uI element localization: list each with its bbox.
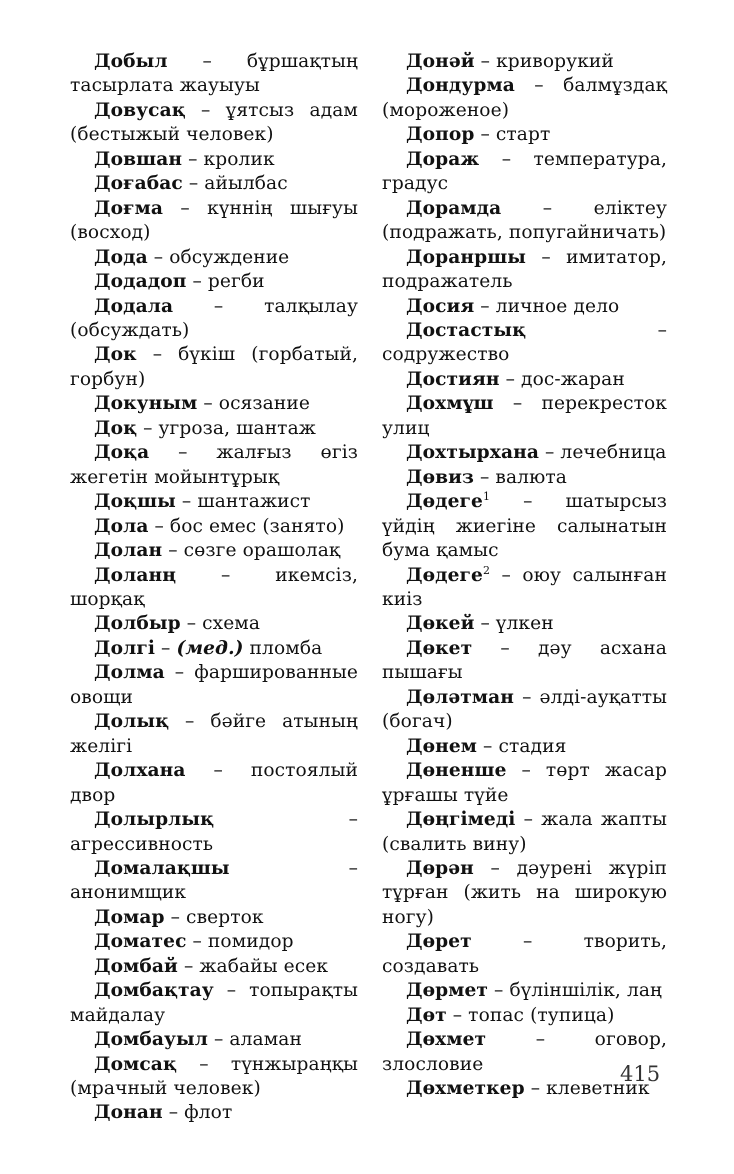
- dictionary-entry: [70, 246, 358, 270]
- headword: Долбыр: [94, 613, 181, 635]
- headword: Домбақтау: [94, 980, 214, 1002]
- definition: – фаршированные овощи: [70, 662, 358, 708]
- dictionary-entry: [382, 197, 667, 246]
- headword: Довшан: [94, 148, 183, 170]
- dictionary-entry: [382, 295, 667, 319]
- definition: – валюта: [474, 466, 567, 488]
- dictionary-entry: [382, 564, 667, 613]
- definition: – температура, градус: [382, 148, 667, 195]
- definition: – оюу салынған киіз: [382, 564, 667, 610]
- headword: Дөкет: [406, 637, 473, 659]
- definition: – дәу асхана пышағы: [382, 637, 667, 684]
- definition: – агрессивность: [70, 809, 358, 855]
- headword: Достастық: [406, 319, 527, 341]
- definition: – творить, создавать: [382, 931, 667, 977]
- definition: – аламан: [208, 1029, 302, 1051]
- dictionary-entry: [382, 466, 667, 490]
- dictionary-entry: [382, 74, 667, 123]
- headword: Дөхмет: [406, 1029, 487, 1051]
- headword: Дөңгімеді: [406, 809, 516, 831]
- headword: Дөт: [406, 1004, 447, 1026]
- headword: Долхана: [94, 760, 186, 782]
- headword: Доғабас: [94, 173, 183, 195]
- headword: Донан: [94, 1102, 163, 1124]
- dictionary-entry: [382, 808, 667, 857]
- dictionary-entry: [70, 295, 358, 344]
- dictionary-entry: [70, 930, 358, 954]
- dictionary-entry: [382, 686, 667, 735]
- headword: Дөвиз: [406, 466, 475, 488]
- definition: – әлді-ауқатты (богач): [382, 686, 667, 733]
- headword: Дохтырхана: [406, 442, 539, 464]
- headword: Домсақ: [94, 1053, 177, 1075]
- definition: – шантажист: [175, 491, 311, 513]
- definition: – төрт жасар ұрғашы түйе: [382, 760, 667, 806]
- definition: – перекресток улиц: [382, 393, 667, 439]
- dictionary-entry: [70, 441, 358, 490]
- dictionary-entry: [70, 197, 358, 246]
- dictionary-entry: [70, 955, 358, 979]
- dictionary-entry: [70, 270, 358, 294]
- dictionary-entry: [70, 808, 358, 857]
- headword: Додадоп: [94, 271, 187, 293]
- headword: Дода: [94, 246, 148, 268]
- homonym-index: 1: [482, 489, 491, 503]
- headword: Долырлық: [94, 809, 215, 831]
- dictionary-entry: [70, 637, 358, 661]
- definition: – бос емес (занято): [148, 515, 345, 537]
- headword: Достиян: [406, 368, 500, 390]
- dictionary-entry: [382, 50, 667, 74]
- dictionary-entry: [70, 857, 358, 906]
- dictionary-entry: [70, 172, 358, 196]
- headword: Дораж: [406, 148, 480, 170]
- definition: – угроза, шантаж: [137, 417, 316, 439]
- headword: Доқ: [94, 417, 138, 439]
- headword: Дөрмет: [406, 980, 489, 1002]
- homonym-index: 2: [482, 563, 491, 577]
- headword: Дөрет: [406, 931, 472, 953]
- right-column: [382, 50, 667, 1101]
- definition: – бұршақтың тасырлата жауыуы: [70, 51, 358, 97]
- definition: – күннің шығуы (восход): [70, 197, 358, 244]
- dictionary-entry: [70, 612, 358, 636]
- definition: – флот: [162, 1102, 233, 1124]
- headword: Доланң: [94, 564, 177, 586]
- dictionary-entry: [70, 392, 358, 416]
- definition: – дос-жаран: [499, 368, 625, 390]
- dictionary-entry: [70, 661, 358, 710]
- headword: Дөненше: [406, 760, 507, 782]
- dictionary-entry: [70, 148, 358, 172]
- dictionary-entry: [382, 930, 667, 979]
- headword: Дөрән: [406, 857, 474, 879]
- dictionary-entry: [382, 392, 667, 441]
- definition: – обсуждение: [147, 246, 290, 268]
- headword: Дөдеге: [406, 491, 483, 513]
- dictionary-entry: [70, 759, 358, 808]
- headword: Доқшы: [94, 491, 176, 513]
- headword: Досия: [406, 295, 475, 317]
- dictionary-entry: [382, 441, 667, 465]
- headword: Донәй: [406, 51, 475, 72]
- dictionary-entry: [70, 1053, 358, 1102]
- headword: Дөләтман: [406, 686, 515, 708]
- definition: – криворукий: [474, 51, 614, 72]
- dictionary-entry: [382, 123, 667, 147]
- headword: Домбай: [94, 955, 178, 977]
- headword: Дондурма: [406, 75, 515, 97]
- dictionary-entry: [70, 50, 358, 99]
- definition: – бүліншілік, лаң: [488, 980, 663, 1002]
- definition: – сверток: [164, 906, 264, 928]
- headword: Домбауыл: [94, 1029, 208, 1051]
- definition: – содружество: [382, 319, 667, 366]
- definition: – оговор, злословие: [382, 1029, 667, 1075]
- definition: – анонимщик: [70, 857, 358, 904]
- definition: – балмұздақ (мороженое): [382, 75, 667, 121]
- definition: – бәйге атының желігі: [70, 711, 358, 757]
- headword: Долан: [94, 540, 163, 562]
- dictionary-entry: [70, 564, 358, 613]
- dictionary-entry: [382, 637, 667, 686]
- definition: – икемсіз, шорқақ: [70, 564, 358, 610]
- dictionary-entry: [70, 490, 358, 514]
- dictionary-entry: [382, 490, 667, 563]
- headword: Док: [94, 344, 137, 366]
- headword: Доқа: [94, 442, 150, 464]
- dictionary-entry: [70, 515, 358, 539]
- definition: –: [155, 637, 177, 659]
- left-column: [70, 50, 358, 1126]
- definition: – регби: [186, 271, 265, 293]
- headword: Домалақшы: [94, 857, 230, 879]
- dictionary-entry: [382, 735, 667, 759]
- dictionary-entry: [70, 417, 358, 441]
- dictionary-entry: [70, 99, 358, 148]
- definition: – кролик: [182, 148, 275, 170]
- dictionary-entry: [382, 319, 667, 368]
- definition: – түнжыраңқы (мрачный человек): [70, 1053, 358, 1100]
- definition: – еліктеу (подражать, попугайничать): [382, 197, 667, 244]
- definition: – дәурені жүріп тұрған (жить на широкую ногу): [382, 857, 667, 928]
- headword: Дөкей: [406, 613, 475, 635]
- page-number: 415: [620, 1062, 661, 1086]
- headword: Дохмұш: [406, 393, 494, 415]
- headword: Дөнем: [406, 735, 478, 757]
- definition: – бүкіш (горбатый, горбун): [70, 344, 358, 390]
- headword: Доранршы: [406, 246, 527, 268]
- headword: Доғма: [94, 197, 164, 219]
- headword: Допор: [406, 124, 475, 146]
- headword: Долгі: [94, 637, 156, 659]
- definition: – жала жапты (свалить вину): [382, 809, 667, 855]
- definition: – топырақты майдалау: [70, 980, 358, 1026]
- dictionary-entry: [70, 1028, 358, 1052]
- definition: – лечебница: [538, 442, 667, 464]
- headword: Додала: [94, 295, 174, 317]
- definition: – стадия: [477, 735, 567, 757]
- definition: – личное дело: [474, 295, 620, 317]
- dictionary-entry: [382, 368, 667, 392]
- dictionary-entry: [382, 979, 667, 1003]
- headword: Дола: [94, 515, 149, 537]
- dictionary-entry: [382, 759, 667, 808]
- definition: – осязание: [197, 393, 310, 415]
- definition: – схема: [180, 613, 261, 635]
- dictionary-entry: [382, 612, 667, 636]
- dictionary-entry: [70, 343, 358, 392]
- definition: – жалғыз өгіз жегетін мойынтұрық: [70, 442, 358, 488]
- dictionary-entry: [70, 539, 358, 563]
- headword: Долма: [94, 662, 165, 684]
- dictionary-entry: [382, 857, 667, 930]
- dictionary-entry: [382, 148, 667, 197]
- definition: – шатырсыз үйдің жиегіне салынатын бума қамыс: [382, 491, 667, 562]
- definition: – постоялый двор: [70, 760, 358, 806]
- headword: Довусақ: [94, 99, 186, 121]
- headword: Докуным: [94, 393, 198, 415]
- headword: Доматес: [94, 931, 187, 953]
- headword: Добыл: [94, 51, 168, 72]
- dictionary-entry: [70, 1101, 358, 1125]
- definition: пломба: [243, 637, 323, 659]
- dictionary-entry: [70, 906, 358, 930]
- definition: – топас (тупица): [446, 1004, 615, 1026]
- dictionary-entry: [70, 710, 358, 759]
- dictionary-entry: [382, 246, 667, 295]
- definition: – имитатор, подражатель: [382, 246, 667, 293]
- definition: – помидор: [186, 931, 294, 953]
- headword: Долық: [94, 711, 170, 733]
- definition: – айылбас: [182, 173, 288, 195]
- definition: – клеветник: [524, 1078, 650, 1100]
- headword: Дөдеге: [406, 564, 483, 586]
- dictionary-entry: [382, 1004, 667, 1028]
- headword: Домар: [94, 906, 165, 928]
- usage-label: (мед.): [176, 637, 244, 659]
- headword: Дөхметкер: [406, 1078, 525, 1100]
- definition: – үлкен: [474, 613, 554, 635]
- definition: – сөзге орашолақ: [162, 540, 341, 562]
- dictionary-entry: [70, 979, 358, 1028]
- definition: – талқылау (обсуждать): [70, 295, 358, 341]
- headword: Дорамда: [406, 197, 502, 219]
- definition: – ұятсыз адам (бестыжый человек): [70, 99, 358, 146]
- definition: – старт: [474, 124, 551, 146]
- definition: – жабайы есек: [177, 955, 329, 977]
